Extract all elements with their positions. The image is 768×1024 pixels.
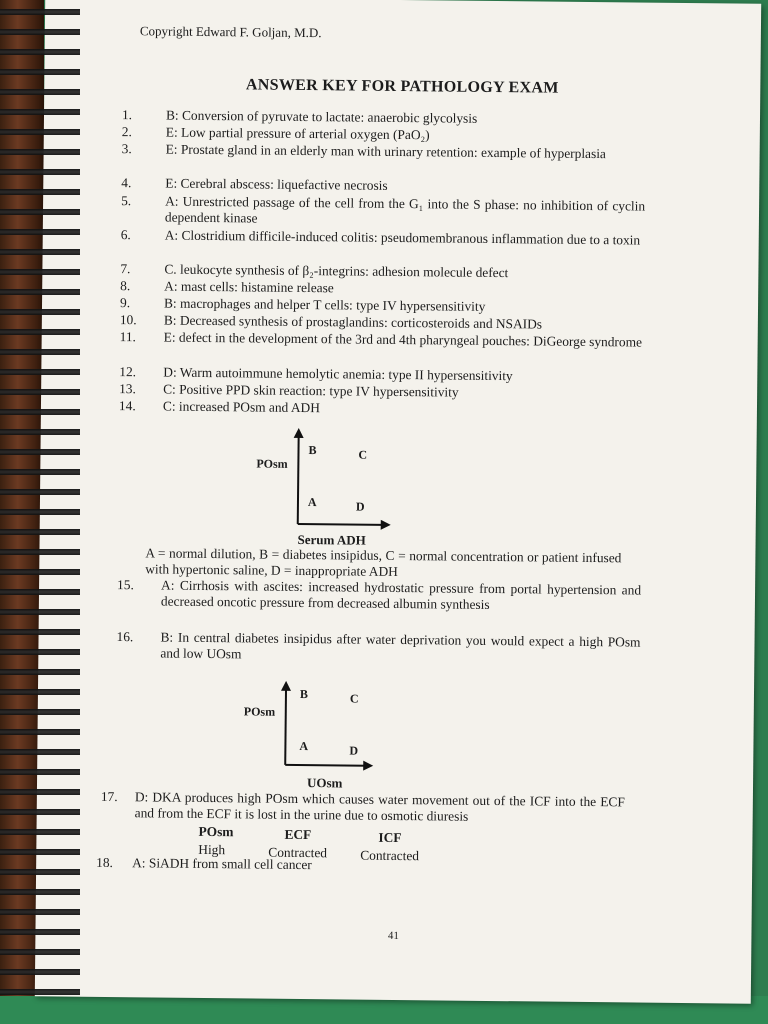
diagram1-ylabel: POsm [256,456,288,471]
item-text: C: increased POsm and ADH [162,398,320,416]
item-number: 13. [119,381,136,397]
item-text: C: Positive PPD skin reaction: type IV hypersensitivity [163,381,459,400]
document-page [35,0,761,1004]
item-text: B: Conversion of pyruvate to lactate: anaerobic glycolysis [165,107,478,126]
item-number: 1. [121,107,133,123]
table17-value-ecf: Contracted [268,844,328,861]
page-number: 41 [387,929,399,943]
answer-item [121,107,642,126]
x-axis-arrow-icon [363,761,373,771]
diagram1-caption [145,545,626,580]
item-text: D: DKA produces high POsm which causes water movement out of the ICF into the ECF and from the ECF it is lost in the urine due to osmotic diuresis [134,789,625,824]
item-number: 16. [116,629,134,645]
page-title: ANSWER KEY FOR PATHOLOGY EXAM [245,76,559,97]
table17-value-posm: High [198,841,226,858]
item-text: A: SiADH from small cell cancer [132,855,312,873]
diagram2-xlabel: UOsm [306,775,343,791]
table17-header-ecf: ECF [284,826,312,843]
item-number: 14. [118,398,136,414]
item-number: 6. [120,227,131,243]
diagram2-label-c: C [349,691,359,706]
item-text: E: Low partial pressure of arterial oxygen (PaO₂) [165,124,430,143]
item-number: 3. [121,141,132,157]
diagram1-label-c: C [358,447,368,462]
diagram2-label-a: A [299,738,309,754]
item-text: D: Warm autoimmune hemolytic anemia: type II hypersensitivity [163,364,513,384]
diagram1-xlabel: Serum ADH [297,531,366,548]
posm-adh-diagram [240,423,401,535]
item-text: E: Cerebral abscess: liquefactive necrosis [165,175,388,193]
item-number: 8. [120,278,131,294]
item-number: 10. [119,312,137,328]
item-number: 11. [119,329,137,345]
item-text: A: Clostridium difficile-induced colitis: pseudomembranous inflammation due to a toxin [164,227,641,248]
item-number: 5. [121,193,132,209]
answer-item [116,629,641,662]
item-number: 12. [119,364,137,380]
table17-header-icf: ICF [378,829,402,846]
diagram2-ylabel: POsm [243,704,276,719]
item-number: 4. [121,175,132,191]
y-axis-arrow-icon [294,428,304,438]
copyright-line: Copyright Edward F. Goljan, M.D. [139,23,322,41]
item-number: 7. [120,261,131,277]
item-text: E: defect in the development of the 3rd and 4th pharyngeal pouches: DiGeorge syndrome [163,329,643,350]
item-text: B: Decreased synthesis of prostaglandins: corticosteroids and NSAIDs [163,312,543,332]
item-number: 17. [100,788,118,805]
y-axis-arrow-icon [281,681,291,691]
item-number: 18. [96,854,114,871]
y-axis [285,687,286,765]
item-text: B: macrophages and helper T cells: type IV hypersensitivity [163,295,486,314]
table17-value-icf: Contracted [360,847,420,864]
item-text: E: Prostate gland in an elderly man with urinary retention: example of hyperplasia [165,141,606,162]
x-axis [285,765,367,766]
diagram1-label-d: D [355,499,365,514]
item-text: B: In central diabetes insipidus after water deprivation you would expect a high POsm and low UOsm [160,629,641,662]
y-axis [298,434,299,524]
answer-item [100,788,625,824]
diagram1-caption-text: A = normal dilution, B = diabetes insipidus, C = normal concentration or patient infused with hypertonic saline, D = inappropriate ADH [145,545,622,580]
item-number: 2. [121,124,132,140]
x-axis [298,524,385,525]
diagram1-label-a: A [307,495,317,510]
diagram2-label-d: D [349,743,359,758]
answer-item [119,364,639,384]
spiral-binding [0,0,80,1000]
item-text: A: mast cells: histamine release [164,278,334,296]
diagram1-label-b: B [308,443,317,458]
item-text: C. leukocyte synthesis of β₂-integrins: adhesion molecule defect [164,261,509,281]
item-number: 9. [119,295,131,311]
answer-item [120,261,640,281]
diagram2-label-b: B [299,686,309,702]
item-number: 15. [117,577,134,593]
table17-header-posm: POsm [198,823,234,840]
x-axis-arrow-icon [381,520,391,530]
item-text: A: Unrestricted passage of the cell from the G₁ into the S phase: no inhibition of cyclin dependent kinase [164,193,646,226]
item-text: A: Cirrhosis with ascites: increased hydrostatic pressure from portal hypertension and decreased oncotic pressure from decreased albumin synthesis [160,577,642,612]
answer-item [121,175,641,193]
